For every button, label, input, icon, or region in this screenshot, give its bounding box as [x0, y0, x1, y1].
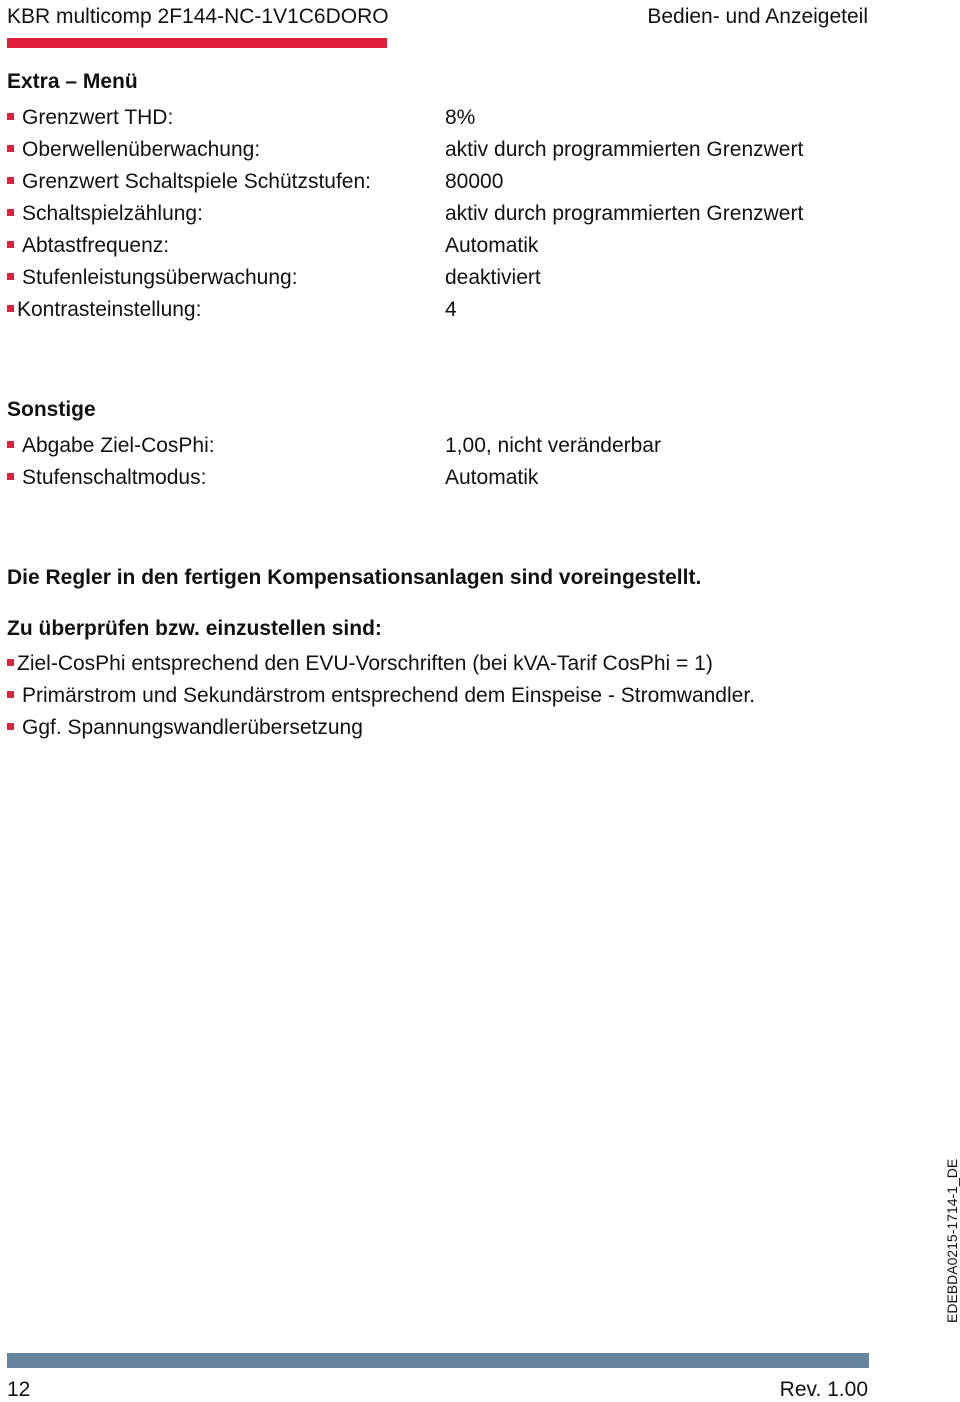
revision-label: Rev. 1.00: [779, 1378, 868, 1401]
bullet-icon: [7, 273, 14, 280]
extra-menu-heading: Extra – Menü: [7, 70, 138, 93]
check-heading: Zu überprüfen bzw. einzustellen sind:: [7, 617, 382, 640]
check-item-text: Ziel-CosPhi entsprechend den EVU-Vorschriften (bei kVA-Tarif CosPhi = 1): [17, 652, 713, 675]
bullet-icon: [7, 441, 14, 448]
document-title: KBR multicomp 2F144-NC-1V1C6DORO: [7, 5, 389, 28]
setting-label: Oberwellenüberwachung:: [22, 138, 261, 161]
extra-menu-row: [7, 298, 457, 330]
check-list-item: [7, 716, 363, 748]
bullet-icon: [7, 723, 14, 730]
setting-label: Kontrasteinstellung:: [17, 298, 202, 321]
footer-bar: [7, 1353, 869, 1368]
document-code: EDEBDA0215-1714-1_DE: [944, 1158, 960, 1323]
extra-menu-row: [7, 202, 804, 234]
extra-menu-row: [7, 138, 804, 170]
setting-value: aktiv durch programmierten Grenzwert: [445, 202, 804, 225]
setting-label: Stufenleistungsüberwachung:: [22, 266, 298, 289]
sonstige-row: [7, 466, 539, 498]
bullet-icon: [7, 177, 14, 184]
setting-label: Grenzwert THD:: [22, 106, 174, 129]
setting-value: 80000: [445, 170, 504, 193]
setting-label: Abtastfrequenz:: [22, 234, 170, 257]
preset-notice: Die Regler in den fertigen Kompensationsanlagen sind voreingestellt.: [7, 566, 702, 589]
setting-label: Abgabe Ziel-CosPhi:: [22, 434, 215, 457]
page-number: 12: [7, 1378, 31, 1401]
setting-value: Automatik: [445, 466, 539, 489]
setting-value: 8%: [445, 106, 476, 129]
bullet-icon: [7, 691, 14, 698]
setting-label: Stufenschaltmodus:: [22, 466, 207, 489]
setting-value: aktiv durch programmierten Grenzwert: [445, 138, 804, 161]
bullet-icon: [7, 209, 14, 216]
extra-menu-row: [7, 106, 476, 138]
bullet-icon: [7, 241, 14, 248]
setting-value: 1,00, nicht veränderbar: [445, 434, 661, 457]
bullet-icon: [7, 473, 14, 480]
header-accent-bar: [7, 38, 387, 48]
check-list-item: [7, 652, 713, 684]
sonstige-row: [7, 434, 661, 466]
extra-menu-row: [7, 266, 541, 298]
setting-label: Grenzwert Schaltspiele Schützstufen:: [22, 170, 372, 193]
bullet-icon: [7, 113, 14, 120]
check-item-text: Primärstrom und Sekundärstrom entsprechend dem Einspeise - Stromwandler.: [22, 684, 755, 707]
bullet-icon: [7, 659, 14, 666]
check-item-text: Ggf. Spannungswandlerübersetzung: [22, 716, 363, 739]
extra-menu-row: [7, 170, 504, 202]
setting-value: Automatik: [445, 234, 539, 257]
section-title: Bedien- und Anzeigeteil: [647, 5, 868, 28]
extra-menu-row: [7, 234, 539, 266]
check-list-item: [7, 684, 755, 716]
setting-value: deaktiviert: [445, 266, 541, 289]
setting-value: 4: [445, 298, 457, 321]
sonstige-heading: Sonstige: [7, 398, 96, 421]
setting-label: Schaltspielzählung:: [22, 202, 203, 225]
bullet-icon: [7, 145, 14, 152]
bullet-icon: [7, 305, 14, 312]
